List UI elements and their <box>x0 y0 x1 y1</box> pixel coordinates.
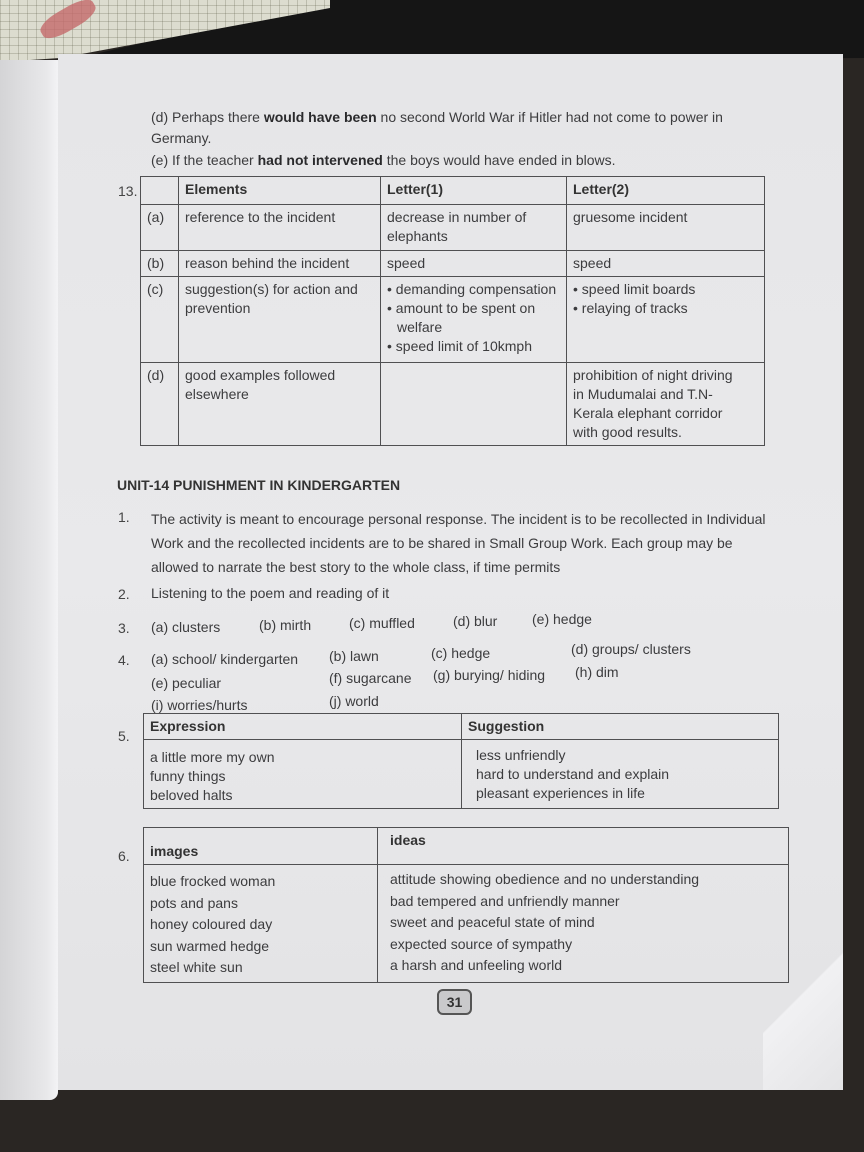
sentence-e <box>151 151 616 170</box>
q4-item: (e) peculiar <box>151 675 222 691</box>
image-item: sun warmed hedge <box>150 937 270 954</box>
row-element: reference to the incident <box>179 205 381 251</box>
q5-table <box>143 713 779 809</box>
cell-line: decrease in number of <box>387 209 527 225</box>
q4-item: (f) sugarcane <box>329 670 412 686</box>
q3-item: (d) blur <box>453 613 498 629</box>
q5-header-suggestion: Suggestion <box>462 714 779 740</box>
row-label: (d) <box>141 363 179 446</box>
image-item: pots and pans <box>150 894 238 911</box>
q4-number: 4. <box>118 652 130 668</box>
q5-suggestions <box>462 740 779 809</box>
q2-number: 2. <box>118 586 130 602</box>
row-letter1 <box>381 363 567 446</box>
cell-line: Kerala elephant corridor <box>573 405 723 421</box>
row-label: (a) <box>141 205 179 251</box>
bullet-item: • amount to be spent on <box>387 299 560 318</box>
left-page-edge <box>0 60 58 1100</box>
q1-line: Work and the recollected incidents are to be shared in Small Group Work. Each group may be <box>151 535 733 551</box>
q1-line: allowed to narrate the best story to the whole class, if time permits <box>151 559 561 575</box>
expression-item: beloved halts <box>150 787 233 803</box>
q4-item: (c) hedge <box>431 645 491 661</box>
cell-line: in Mudumalai and T.N- <box>573 386 713 402</box>
idea-item: expected source of sympathy <box>390 935 573 952</box>
idea-item: sweet and peaceful state of mind <box>390 914 595 930</box>
row-letter2: gruesome incident <box>567 205 765 251</box>
row-label: (b) <box>141 251 179 277</box>
row-letter1 <box>381 205 567 251</box>
cloth-stain <box>37 0 100 44</box>
table-row <box>144 865 789 983</box>
table-row <box>141 251 765 277</box>
q13-header-elements: Elements <box>179 177 381 205</box>
row-element: reason behind the incident <box>179 251 381 277</box>
q1-number: 1. <box>118 509 130 525</box>
q13-header-letter2: Letter(2) <box>567 177 765 205</box>
q5-number: 5. <box>118 728 130 744</box>
idea-item: attitude showing obedience and no understanding <box>390 871 700 887</box>
q4-item: (a) school/ kindergarten <box>151 651 299 667</box>
q13-header-letter1: Letter(1) <box>381 177 567 205</box>
q5-header-row <box>144 714 779 740</box>
bullet-item-continued: welfare <box>397 319 443 335</box>
table-row <box>144 740 779 809</box>
q4-item: (b) lawn <box>329 648 379 664</box>
bullet-item: • speed limit boards <box>573 280 758 299</box>
cell-line: suggestion(s) for action and <box>185 281 358 297</box>
idea-item: a harsh and unfeeling world <box>390 957 563 973</box>
q4-item: (d) groups/ clusters <box>571 641 691 657</box>
suggestion-item: hard to understand and explain <box>476 766 670 782</box>
q4-item: (g) burying/ hiding <box>433 667 546 683</box>
q3-number: 3. <box>118 620 130 636</box>
q1-line: The activity is meant to encourage personal response. The incident is to be recollected in Individual <box>151 511 766 527</box>
row-letter2 <box>567 277 765 363</box>
cell-line: with good results. <box>573 424 682 440</box>
q4-item: (i) worries/hurts <box>151 697 248 713</box>
suggestion-item: less unfriendly <box>476 747 566 763</box>
row-label: (c) <box>141 277 179 363</box>
row-letter1: speed <box>381 251 567 277</box>
row-element <box>179 277 381 363</box>
cell-line: elsewhere <box>185 386 249 402</box>
q13-header-row <box>141 177 765 205</box>
sentence-e-suffix: the boys would have ended in blows. <box>382 152 616 168</box>
row-letter2 <box>567 363 765 446</box>
table-row <box>141 363 765 446</box>
q3-item: (b) mirth <box>259 617 312 633</box>
page-number: 31 <box>437 989 472 1015</box>
q6-number: 6. <box>118 848 130 864</box>
idea-item: bad tempered and unfriendly manner <box>390 892 620 909</box>
q4-item: (j) world <box>329 693 379 709</box>
cell-line: prohibition of night driving <box>573 367 733 383</box>
unit-title: UNIT-14 PUNISHMENT IN KINDERGARTEN <box>117 477 401 493</box>
sentence-d-prefix: (d) Perhaps there <box>151 109 264 125</box>
row-letter1 <box>381 277 567 363</box>
table-row <box>141 277 765 363</box>
image-item: honey coloured day <box>150 916 273 932</box>
sentence-e-prefix: (e) If the teacher <box>151 152 258 168</box>
row-element <box>179 363 381 446</box>
q6-header-images: images <box>144 828 378 865</box>
q6-header-row <box>144 828 789 865</box>
q6-ideas <box>378 865 789 983</box>
q6-header-ideas: ideas <box>378 828 789 865</box>
sentence-d-line2: Germany. <box>151 130 212 146</box>
expression-item: funny things <box>150 768 226 784</box>
q5-expressions <box>144 740 462 809</box>
q13-number: 13. <box>118 183 138 199</box>
bullet-item: • relaying of tracks <box>573 299 758 318</box>
q4-item: (h) dim <box>575 664 619 680</box>
q13-table <box>140 176 765 446</box>
cell-line: prevention <box>185 300 251 316</box>
cell-line: good examples followed <box>185 367 336 383</box>
expression-item: a little more my own <box>150 749 275 765</box>
sentence-e-bold: had not intervened <box>257 152 383 168</box>
q6-images <box>144 865 378 983</box>
sentence-d-bold: would have been <box>263 109 377 125</box>
q3-item: (c) muffled <box>349 615 415 631</box>
q3-item: (a) clusters <box>151 619 221 635</box>
sentence-d <box>151 108 723 127</box>
image-item: steel white sun <box>150 959 243 975</box>
row-letter2: speed <box>567 251 765 277</box>
image-item: blue frocked woman <box>150 873 276 889</box>
sentence-d-suffix: no second World War if Hitler had not come to power in <box>376 109 723 125</box>
q2-text: Listening to the poem and reading of it <box>151 585 390 601</box>
q3-item: (e) hedge <box>532 611 592 627</box>
table-row <box>141 205 765 251</box>
suggestion-item: pleasant experiences in life <box>476 785 645 801</box>
bullet-item: • demanding compensation <box>387 280 560 299</box>
q5-header-expression: Expression <box>144 714 462 740</box>
q13-header-label <box>141 177 179 205</box>
bullet-item: • speed limit of 10kmph <box>387 337 560 356</box>
q6-table <box>143 827 789 983</box>
cell-line: elephants <box>387 228 448 244</box>
q1-text <box>151 507 766 579</box>
